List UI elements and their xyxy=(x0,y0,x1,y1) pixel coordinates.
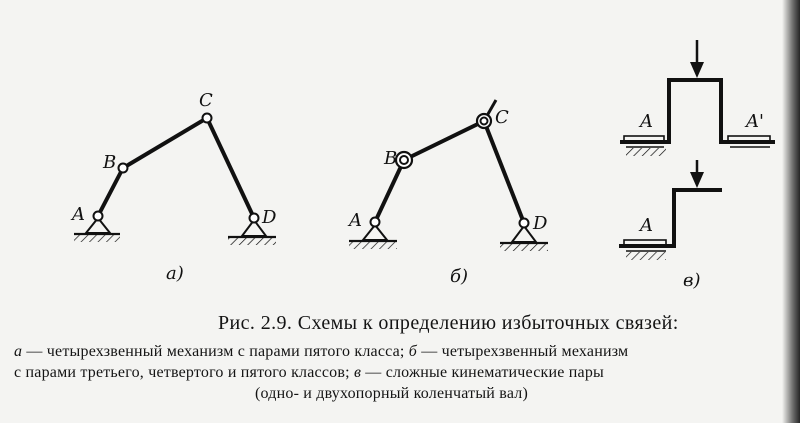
page-binding-shadow xyxy=(782,0,800,423)
joint-b xyxy=(119,164,128,173)
joint-c xyxy=(203,114,212,123)
sublabel-b: б) xyxy=(450,266,469,287)
joint-a xyxy=(371,218,380,227)
caption-text-b-cont: с парами третьего, четвертого и пятого классов; xyxy=(14,364,354,381)
caption-text-v: — сложные кинематические пары xyxy=(361,364,605,381)
sublabel-v: в) xyxy=(683,270,701,291)
caption-text-b: — четырехзвенный механизм xyxy=(417,343,629,360)
label-a-bottom: A xyxy=(640,215,653,236)
caption-line-2 xyxy=(14,364,800,382)
caption-title: Рис. 2.9. Схемы к определению избыточных связей: xyxy=(218,312,679,334)
joint-b-spherical xyxy=(396,152,412,168)
caption-text-a: — четырехзвенный механизм с парами пятого класса; xyxy=(22,343,409,360)
joint-a xyxy=(94,212,103,221)
crankshaft-single-support xyxy=(619,160,722,260)
link-ab xyxy=(98,168,123,216)
caption-line-1 xyxy=(14,343,800,361)
joint-d xyxy=(520,219,529,228)
sublabel-a: а) xyxy=(166,263,184,284)
panel-a xyxy=(70,90,277,284)
link-bc xyxy=(123,118,207,168)
label-d: D xyxy=(533,213,548,234)
joint-c-spherical xyxy=(477,114,491,128)
caption-line-3: (одно- и двухопорный коленчатый вал) xyxy=(255,385,528,402)
link-ab xyxy=(375,160,404,222)
joint-d xyxy=(250,214,259,223)
caption-letter-b: б xyxy=(408,343,418,360)
label-b: B xyxy=(384,148,398,169)
crankshaft-double-support xyxy=(620,40,775,156)
link-cd xyxy=(484,121,524,223)
label-c: C xyxy=(199,90,213,111)
label-a: A xyxy=(349,210,362,231)
caption-letter-a: а xyxy=(14,343,23,360)
label-a-prime: A' xyxy=(746,111,764,132)
label-a-top: A xyxy=(640,111,653,132)
panel-v xyxy=(619,40,775,291)
link-bc xyxy=(404,121,484,160)
label-b: B xyxy=(103,152,117,173)
label-c: C xyxy=(495,107,509,128)
panel-b xyxy=(347,100,548,287)
link-cd xyxy=(207,118,254,218)
label-a: A xyxy=(72,204,85,225)
caption-letter-v: в xyxy=(353,364,362,381)
label-d: D xyxy=(262,207,277,228)
